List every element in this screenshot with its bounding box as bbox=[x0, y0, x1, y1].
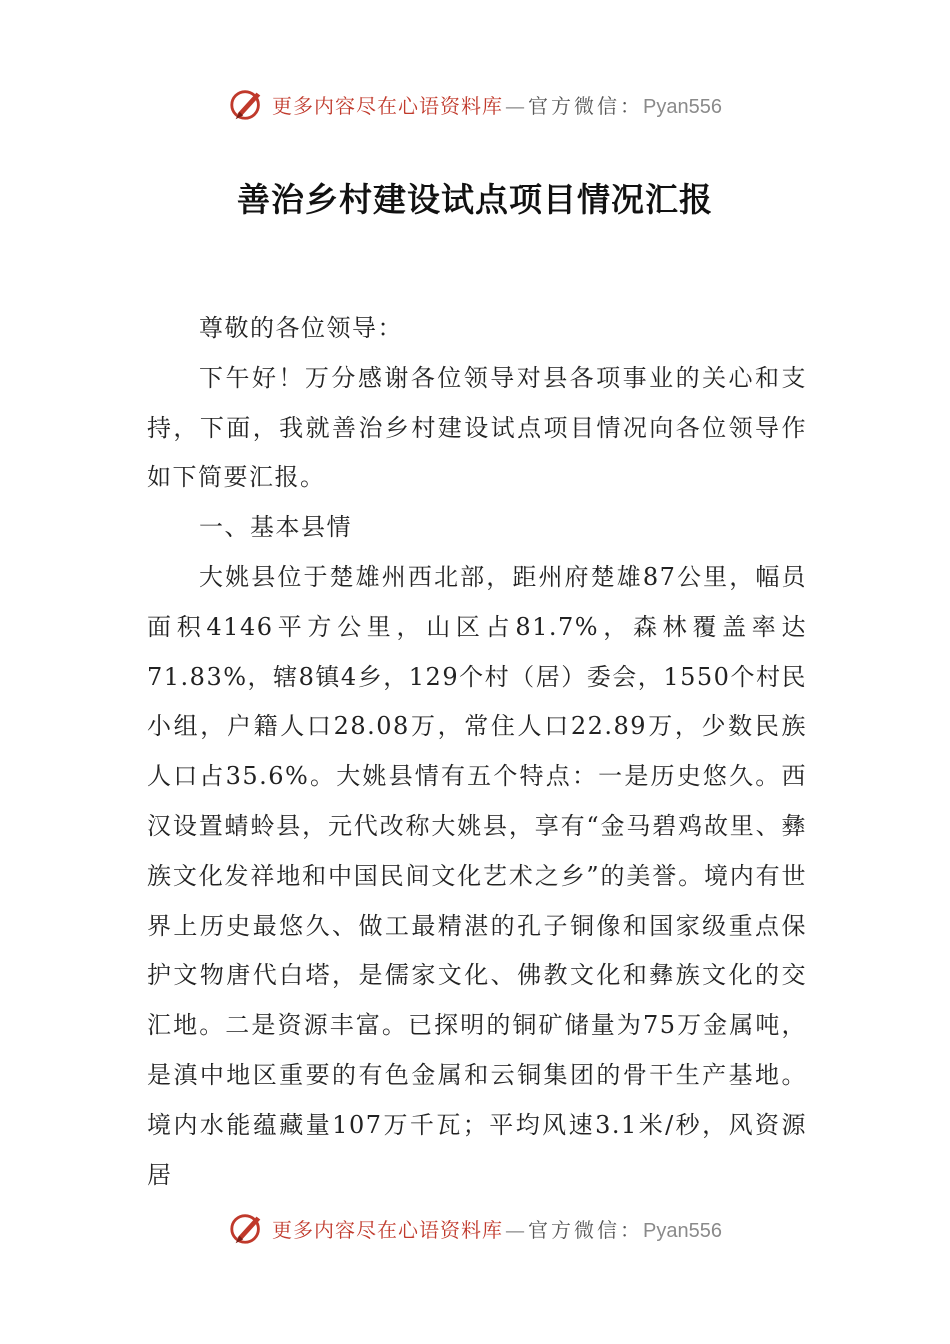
paragraph-county-overview: 大姚县位于楚雄州西北部，距州府楚雄87公里，幅员面积4146平方公里，山区占81.7%，森林覆盖率达71.83%，辖8镇4乡，129个村（居）委会，1550个村民小组，户籍人口28.08万，常住人口22.89万，少数民族人口占35.6%。大姚县情有五个特点：一是历史悠久。西汉设置蜻蛉县，元代改称大姚县，享有“金马碧鸡故里、彝族文化发祥地和中国民间文化艺术之乡”的美誉。境内有世界上历史最悠久、做工最精湛的孔子铜像和国家级重点保护文物唐代白塔，是儒家文化、佛教文化和彝族文化的交汇地。二是资源丰富。已探明的铜矿储量为75万金属吨，是滇中地区重要的有色金属和云铜集团的骨干生产基地。境内水能蕴藏量107万千瓦；平均风速3.1米/秒，风资源居 bbox=[147, 562, 807, 1189]
header-watermark-banner bbox=[0, 84, 950, 124]
paragraph-salutation: 尊敬的各位领导： bbox=[199, 314, 403, 342]
footer-watermark-banner bbox=[0, 1208, 950, 1248]
paragraph-greeting: 下午好！万分感谢各位领导对县各项事业的关心和支持，下面，我就善治乡村建设试点项目情况向各位领导作如下简要汇报。 bbox=[147, 363, 807, 492]
banner-official-label: 官方微信： bbox=[528, 1217, 644, 1242]
banner-official-label: 官方微信： bbox=[528, 93, 644, 118]
document-title: 善治乡村建设试点项目情况汇报 bbox=[237, 180, 713, 219]
banner-main-text: 更多内容尽在心语资料库 bbox=[272, 93, 504, 118]
section-heading: 一、基本县情 bbox=[199, 513, 352, 542]
banner-main-text: 更多内容尽在心语资料库 bbox=[272, 1217, 504, 1242]
pen-circle-icon bbox=[228, 1209, 266, 1247]
banner-wechat-id: Pyan556 bbox=[643, 95, 722, 118]
banner-wechat-id: Pyan556 bbox=[643, 1219, 722, 1242]
banner-dash: — bbox=[505, 1217, 527, 1242]
document-body bbox=[147, 304, 807, 1200]
banner-dash: — bbox=[505, 93, 527, 118]
pen-circle-icon bbox=[228, 85, 266, 123]
